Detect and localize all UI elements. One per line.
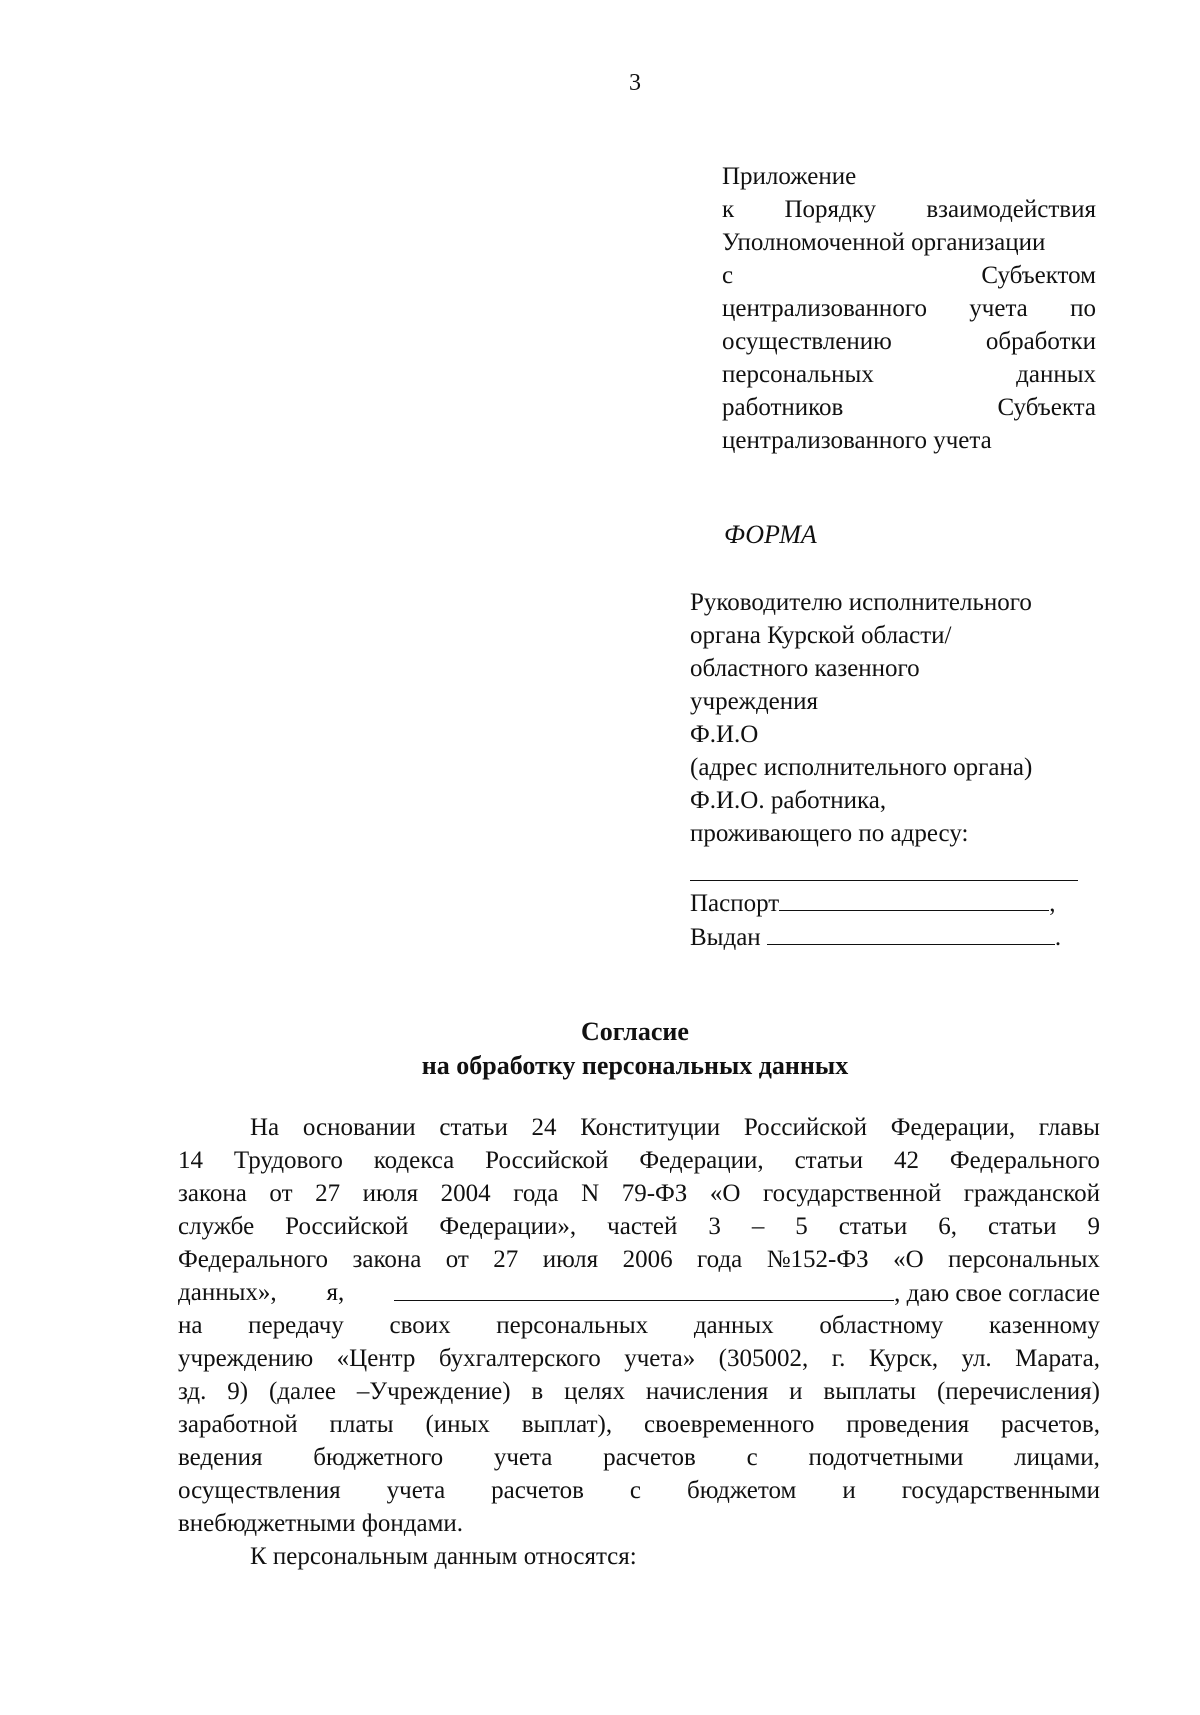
body-word: выплаты	[823, 1378, 917, 1405]
body-word: Российской	[485, 1147, 609, 1174]
body-line	[178, 1144, 1100, 1177]
body-word: (перечисления)	[936, 1378, 1100, 1405]
body-line	[178, 1375, 1100, 1408]
body-word: персональных	[496, 1312, 649, 1339]
body-word: службе	[178, 1213, 255, 1240]
body-word: (иных	[425, 1411, 490, 1438]
appendix-word: по	[1070, 295, 1096, 322]
appendix-line	[722, 424, 1096, 457]
body-word: бухгалтерского	[438, 1345, 601, 1372]
body-word: данных»,	[178, 1279, 277, 1306]
addressee-line: областного казенного	[690, 655, 920, 682]
body-word: своих	[389, 1312, 451, 1339]
body-word: –	[751, 1213, 765, 1240]
body-word: 2004	[440, 1180, 491, 1207]
addressee-line: (адрес исполнительного органа)	[690, 754, 1033, 781]
addressee-line: Ф.И.О. работника,	[690, 787, 887, 814]
body-line	[178, 1408, 1100, 1441]
issued-label: Выдан	[690, 924, 761, 951]
appendix-word: работников	[722, 394, 844, 421]
body-word: 9)	[227, 1378, 249, 1405]
passport-row	[690, 887, 1110, 921]
body-line	[178, 1342, 1100, 1375]
body-word: июля	[362, 1180, 419, 1207]
body-word: , даю свое согласие	[894, 1280, 1100, 1307]
body-word: лицами,	[1014, 1444, 1100, 1471]
body-word: расчетов	[603, 1444, 696, 1471]
appendix-block	[722, 160, 1096, 457]
appendix-word: Уполномоченной организации	[722, 229, 1046, 256]
address-blank-line[interactable]	[690, 850, 1078, 881]
appendix-line	[722, 259, 1096, 292]
appendix-word: Порядку	[784, 196, 877, 223]
addressee-line: учреждения	[690, 688, 819, 715]
body-word: июля	[542, 1246, 599, 1273]
body-word: года	[697, 1246, 743, 1273]
body-word: 3	[708, 1213, 721, 1240]
body-word: главы	[1038, 1114, 1100, 1141]
issued-field[interactable]	[767, 922, 1055, 945]
appendix-word: централизованного учета	[722, 427, 992, 454]
body-word: начисления	[645, 1378, 769, 1405]
body-word: (305002,	[718, 1345, 809, 1372]
body-word: Федерации»,	[439, 1213, 577, 1240]
body-word: №152-ФЗ	[766, 1246, 869, 1273]
body-word: «О	[893, 1246, 924, 1273]
body-word: Федерального	[949, 1147, 1100, 1174]
appendix-line	[722, 226, 1096, 259]
body-line	[178, 1474, 1100, 1507]
body-word: платы	[329, 1411, 394, 1438]
body-word: от	[445, 1246, 469, 1273]
body-word: государственной	[763, 1180, 942, 1207]
body-word: учета	[493, 1444, 553, 1471]
body-word: ведения	[178, 1444, 263, 1471]
body-word: N	[581, 1180, 600, 1207]
body-word: выплат),	[521, 1411, 613, 1438]
appendix-word: централизованного	[722, 295, 927, 322]
appendix-line	[722, 292, 1096, 325]
body-word: Трудового	[233, 1147, 343, 1174]
body-word: расчетов,	[1000, 1411, 1100, 1438]
body-word: я,	[326, 1279, 345, 1306]
body-word: учреждению	[178, 1345, 314, 1372]
body-word: Федерации,	[639, 1147, 764, 1174]
body-word: бюджетного	[313, 1444, 444, 1471]
body-word: в	[531, 1378, 544, 1405]
body-line	[178, 1111, 1100, 1144]
blank-group	[394, 1276, 1100, 1309]
body-word: подотчетными	[808, 1444, 964, 1471]
body-word: 5	[795, 1213, 808, 1240]
body-word: 9	[1087, 1213, 1100, 1240]
body-word: 27	[493, 1246, 519, 1273]
title-line-1: Согласие	[581, 1017, 689, 1046]
body-word: осуществления	[178, 1477, 341, 1504]
body-word: «О	[709, 1180, 741, 1207]
body-word: 27	[315, 1180, 341, 1207]
body-word: основании	[302, 1114, 416, 1141]
body-word: статьи	[987, 1213, 1057, 1240]
addressee-line: Ф.И.О	[690, 721, 759, 748]
body-word: Марата,	[1015, 1345, 1100, 1372]
body-word: персональных	[948, 1246, 1100, 1273]
body-word: На	[250, 1114, 280, 1141]
addressee-line: Руководителю исполнительного	[690, 589, 1032, 616]
body-word: Конституции	[580, 1114, 721, 1141]
body-word: с	[629, 1477, 642, 1504]
body-text	[178, 1111, 1100, 1573]
passport-field[interactable]	[779, 888, 1049, 911]
body-word: г.	[831, 1345, 846, 1372]
body-word: закона	[178, 1180, 247, 1207]
appendix-word: Приложение	[722, 163, 857, 190]
appendix-line	[722, 160, 1096, 193]
body-word: ул.	[961, 1345, 992, 1372]
body-word: Российской	[743, 1114, 868, 1141]
issued-end: .	[1054, 924, 1062, 951]
body-line	[178, 1309, 1100, 1342]
addressee-line: органа Курской области/	[690, 622, 952, 649]
appendix-word: обработки	[985, 328, 1096, 355]
body-last-line: внебюджетными фондами.	[178, 1510, 464, 1537]
appendix-word: Субъекта	[997, 394, 1096, 421]
appendix-line	[722, 325, 1096, 358]
document-title	[0, 1015, 1200, 1083]
body-word: Российской	[285, 1213, 409, 1240]
body-line	[178, 1441, 1100, 1474]
title-line-2: на обработку персональных данных	[421, 1051, 849, 1080]
body-word: расчетов	[491, 1477, 584, 1504]
body-line-with-blank	[178, 1276, 1100, 1309]
body-word: с	[746, 1444, 758, 1471]
body-word: бюджетом	[687, 1477, 797, 1504]
issued-row	[690, 921, 1110, 955]
body-word: 2006	[622, 1246, 673, 1273]
body-word: кодекса	[373, 1147, 455, 1174]
appendix-word: персональных	[722, 361, 874, 388]
body-word: учета»	[624, 1345, 696, 1372]
body-word: областному	[819, 1312, 944, 1339]
body-word: 6,	[938, 1213, 957, 1240]
addressee-block	[690, 586, 1110, 955]
body-word: учета	[386, 1477, 446, 1504]
body-word: года	[513, 1180, 559, 1207]
body-word: –Учреждение)	[356, 1378, 511, 1405]
body-word: Федерации,	[890, 1114, 1016, 1141]
body-word: частей	[607, 1213, 678, 1240]
body-word: и	[842, 1477, 856, 1504]
body-word: статьи	[794, 1147, 864, 1174]
appendix-line	[722, 391, 1096, 424]
body-word: статьи	[439, 1114, 508, 1141]
body-word: зд.	[178, 1378, 207, 1405]
body-word: 42	[893, 1147, 919, 1174]
body-line	[178, 1243, 1100, 1276]
body-word: данных	[693, 1312, 774, 1339]
body-word: (далее	[268, 1378, 337, 1405]
body-word: 24	[531, 1114, 557, 1141]
body-word: 14	[178, 1147, 203, 1174]
body-word: целях	[564, 1378, 626, 1405]
appendix-word: осуществлению	[722, 328, 892, 355]
body-word: передачу	[248, 1312, 344, 1339]
appendix-line	[722, 358, 1096, 391]
addressee-lines	[690, 586, 1110, 850]
body-word: «Центр	[336, 1345, 416, 1372]
body-word: на	[178, 1312, 203, 1339]
body-word: гражданской	[963, 1180, 1100, 1207]
name-blank-field[interactable]	[394, 1276, 894, 1301]
appendix-word: данных	[1016, 361, 1096, 388]
body-word: статьи	[838, 1213, 908, 1240]
passport-end: ,	[1049, 890, 1056, 917]
body-word: 79-ФЗ	[621, 1180, 688, 1207]
body-word: государственными	[901, 1477, 1100, 1504]
appendix-word: Субъектом	[981, 262, 1096, 289]
appendix-word: учета	[969, 295, 1028, 322]
body-word: своевременного	[643, 1411, 815, 1438]
passport-label: Паспорт	[690, 890, 780, 917]
form-label: ФОРМА	[724, 520, 817, 549]
appendix-line	[722, 193, 1096, 226]
body-word: и	[789, 1378, 803, 1405]
page-number: 3	[629, 70, 641, 96]
body-line	[178, 1210, 1100, 1243]
addressee-line: проживающего по адресу:	[690, 820, 969, 847]
body-word: проведения	[846, 1411, 970, 1438]
body-word: Курск,	[868, 1345, 939, 1372]
body-word: заработной	[178, 1411, 298, 1438]
body-word: закона	[352, 1246, 422, 1273]
appendix-word: с	[722, 262, 734, 289]
paragraph-2: К персональным данным относятся:	[250, 1543, 637, 1570]
body-word: Федерального	[178, 1246, 329, 1273]
appendix-word: к	[722, 196, 735, 223]
appendix-word: взаимодействия	[926, 196, 1096, 223]
body-line	[178, 1177, 1100, 1210]
body-word: казенному	[988, 1312, 1100, 1339]
body-word: от	[269, 1180, 293, 1207]
